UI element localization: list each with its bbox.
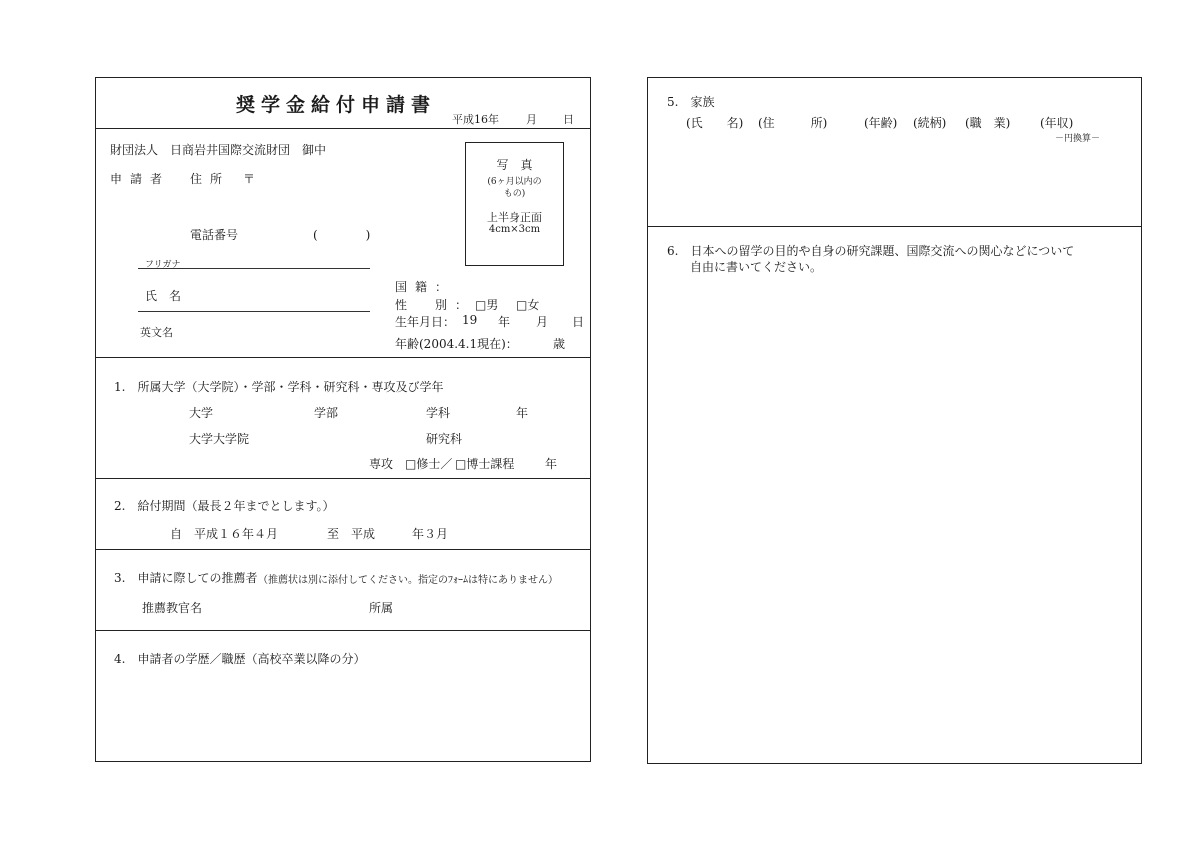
- period-to-value: 年３月: [412, 527, 449, 541]
- right-sheet: [647, 77, 1142, 764]
- section4-heading: 4. 申請者の学歴／職歴（高校卒業以降の分）: [114, 652, 366, 666]
- english-name-label: 英文名: [140, 326, 173, 339]
- family-col-occupation: (職 業): [965, 116, 1011, 130]
- name-line: [138, 311, 370, 312]
- family-col-address: (住 所): [758, 116, 828, 130]
- photo-size: 4cm×3cm: [488, 224, 541, 235]
- section3-heading: 3. 申請に際しての推薦者: [114, 571, 258, 585]
- section2-heading: 2. 給付期間（最長２年までとします。）: [114, 499, 335, 513]
- affiliation-label: 所属: [369, 601, 394, 615]
- title-divider: [95, 128, 591, 129]
- birth-century: 19: [462, 313, 478, 327]
- grade-label-1: 年: [516, 406, 529, 420]
- nationality-label: 国籍：: [395, 280, 456, 294]
- family-col-name: (氏 名): [686, 116, 744, 130]
- phone-label: 電話番号: [190, 228, 239, 242]
- section6-divider: [647, 226, 1142, 227]
- family-col-age: (年齢): [864, 116, 898, 130]
- section6-heading-1: 6. 日本への留学の目的や自身の研究課題、国際交流への関心などについて: [667, 244, 1075, 258]
- period-from-value: 平成１６年４月: [194, 527, 279, 541]
- photo-title: 写 真: [496, 158, 533, 172]
- age-unit: 歳: [553, 337, 566, 351]
- section1-heading: 1. 所属大学（大学院）・学部・学科・研究科・専攻及び学年: [114, 380, 444, 394]
- age-label: 年齢(2004.4.1現在)：: [395, 337, 518, 351]
- furigana-line: [138, 268, 370, 269]
- period-to-label: 至: [327, 527, 340, 541]
- furigana-label: フリガナ: [145, 260, 181, 270]
- form-title: 奨学金給付申請書: [236, 94, 437, 116]
- university-label: 大学: [189, 406, 214, 420]
- section6-heading-2: 自由に書いてください。: [690, 260, 823, 274]
- photo-note-2: もの): [503, 189, 526, 199]
- research-course-label: 研究科: [426, 432, 463, 446]
- birth-year-unit: 年: [498, 315, 511, 329]
- recommender-label: 推薦教官名: [142, 601, 203, 615]
- sex-label: 性 別：: [395, 298, 476, 312]
- section3-divider: [95, 549, 591, 550]
- period-from-label: 自: [170, 527, 183, 541]
- applicant-label: 申請者: [110, 172, 171, 186]
- faculty-label: 学部: [314, 406, 339, 420]
- section1-divider: [95, 357, 591, 358]
- date-month: 月: [526, 113, 537, 126]
- graduate-school-label: 大学大学院: [189, 432, 250, 446]
- family-col-relation: (続柄): [913, 116, 947, 130]
- birth-day-unit: 日: [572, 315, 585, 329]
- date-era: 平成16年: [452, 113, 499, 126]
- female-option[interactable]: □女: [516, 298, 540, 312]
- birthdate-label: 生年月日：: [395, 315, 456, 329]
- section4-divider: [95, 630, 591, 631]
- photo-pose: 上半身正面: [487, 211, 542, 224]
- grade-label-2: 年: [545, 457, 558, 471]
- income-unit: －円換算－: [1055, 134, 1101, 144]
- birth-month-unit: 月: [536, 315, 549, 329]
- postal-mark: 〒: [243, 172, 256, 186]
- name-label: 氏 名: [145, 289, 182, 303]
- section3-note: （推薦状は別に添付してください。指定のﾌｫｰﾑは特にありません）: [258, 575, 558, 586]
- address-label: 住所: [190, 172, 231, 186]
- major-label: 専攻: [369, 457, 394, 471]
- family-col-income: (年収): [1040, 116, 1074, 130]
- period-to-era: 平成: [351, 527, 376, 541]
- addressee: 財団法人 日商岩井国際交流財団 御中: [110, 143, 327, 157]
- phone-parens: ( ): [313, 228, 371, 242]
- male-option[interactable]: □男: [475, 298, 499, 312]
- photo-box: [465, 142, 564, 266]
- doctor-option[interactable]: □博士課程: [455, 457, 515, 471]
- date-day: 日: [563, 113, 574, 126]
- section5-heading: 5. 家族: [667, 95, 715, 109]
- section2-divider: [95, 478, 591, 479]
- photo-note-1: (6ヶ月以内の: [487, 177, 542, 187]
- department-label: 学科: [426, 406, 451, 420]
- master-option[interactable]: □修士／: [405, 457, 453, 471]
